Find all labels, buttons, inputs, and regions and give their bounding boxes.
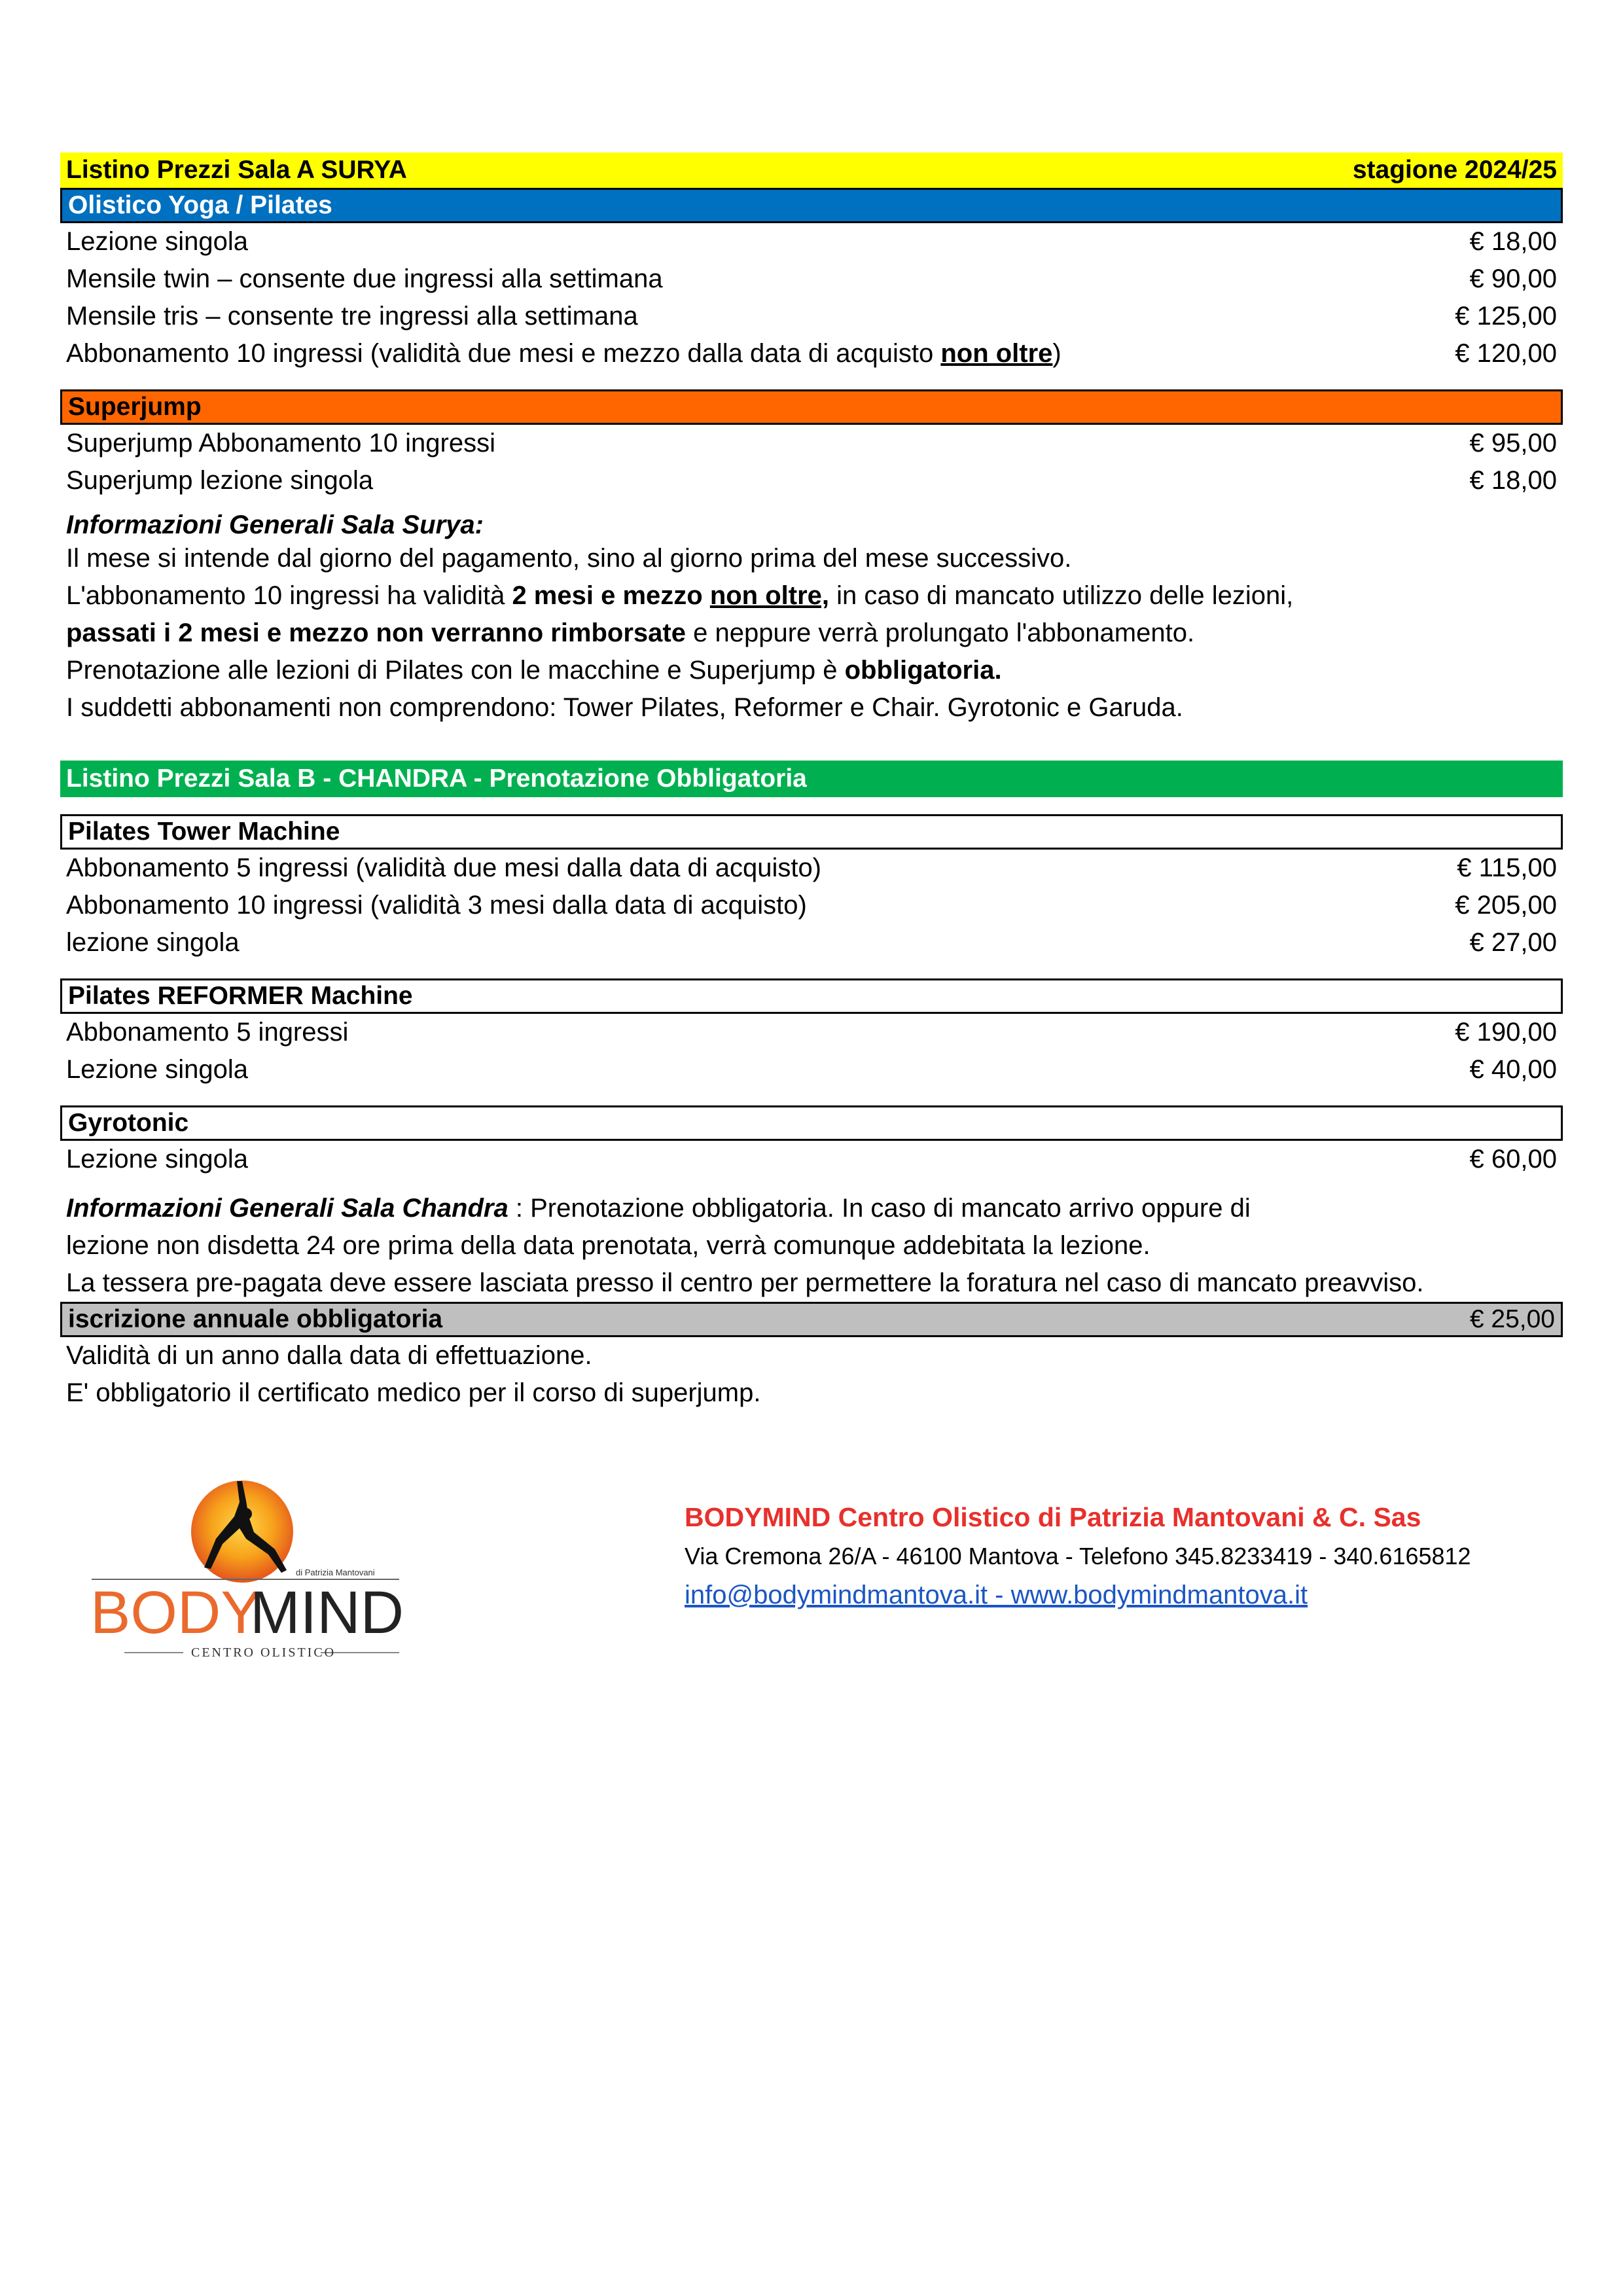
row-price: € 40,00 xyxy=(1469,1055,1557,1084)
info-line: Il mese si intende dal giorno del pagamento, sino al giorno prima del mese successivo. xyxy=(66,544,1072,573)
info-line: E' obbligatorio il certificato medico per il corso di superjump. xyxy=(66,1378,761,1407)
logo-tagline: CENTRO OLISTICO xyxy=(191,1645,336,1660)
info-line xyxy=(66,1190,1557,1227)
row-label: Abbonamento 5 ingressi xyxy=(66,1018,349,1047)
info-text: in caso di mancato utilizzo delle lezioni, xyxy=(829,581,1294,610)
reformer-header xyxy=(60,978,1563,1014)
season-label: stagione 2024/25 xyxy=(1352,156,1557,184)
registration-notes xyxy=(60,1337,1563,1412)
superjump-header xyxy=(60,389,1563,425)
info-underline: non oltre, xyxy=(709,581,830,610)
info-line: La tessera pre-pagata deve essere lasciata presso il centro per permettere la foratura nel caso di mancato preavviso. xyxy=(66,1268,1424,1297)
row-label: Mensile tris – consente tre ingressi alla settimana xyxy=(66,302,638,331)
price-row xyxy=(60,425,1563,462)
superjump-title: Superjump xyxy=(68,393,202,421)
gyrotonic-title: Gyrotonic xyxy=(68,1109,189,1137)
price-row xyxy=(60,335,1563,372)
row-label-close: ) xyxy=(1052,339,1061,368)
info-line: I suddetti abbonamenti non comprendono: Tower Pilates, Reformer e Chair. Gyrotonic e Garuda. xyxy=(66,693,1183,722)
info-line: Validità di un anno dalla data di effettuazione. xyxy=(66,1341,592,1370)
row-label: Abbonamento 10 ingressi (validità 3 mesi dalla data di acquisto) xyxy=(66,891,807,920)
row-label: lezione singola xyxy=(66,928,240,957)
info-bold: 2 mesi e mezzo xyxy=(512,581,710,610)
price-row xyxy=(60,462,1563,499)
price-sheet xyxy=(60,152,1563,1412)
sala-surya-info-text xyxy=(60,540,1563,726)
sala-chandra-info xyxy=(60,1190,1563,1302)
price-row xyxy=(60,260,1563,298)
row-price: € 60,00 xyxy=(1469,1145,1557,1174)
registration-label: iscrizione annuale obbligatoria xyxy=(68,1305,443,1333)
row-label: Superjump lezione singola xyxy=(66,466,374,495)
company-name: BODYMIND Centro Olistico di Patrizia Mantovani & C. Sas xyxy=(685,1502,1421,1532)
price-row xyxy=(60,924,1563,961)
bodymind-logo xyxy=(85,1476,412,1666)
price-row xyxy=(60,298,1563,335)
info-text: : Prenotazione obbligatoria. In caso di mancato arrivo oppure di xyxy=(508,1194,1251,1223)
row-label-emphasis: non oltre xyxy=(940,339,1053,368)
price-row xyxy=(60,1051,1563,1088)
row-label: Lezione singola xyxy=(66,1145,248,1174)
sala-b-title: Listino Prezzi Sala B - CHANDRA - Prenotazione Obbligatoria xyxy=(66,764,807,793)
price-row xyxy=(60,1014,1563,1051)
company-address: Via Cremona 26/A - 46100 Mantova - Telefono 345.8233419 - 340.6165812 xyxy=(685,1543,1471,1570)
logo-byline: di Patrizia Mantovani xyxy=(296,1568,375,1577)
price-row xyxy=(60,1141,1563,1178)
info-line xyxy=(66,577,1557,615)
row-label: Lezione singola xyxy=(66,227,248,256)
info-text: Prenotazione alle lezioni di Pilates con le macchine e Superjump è xyxy=(66,656,845,685)
logo-brand-body: BODY xyxy=(90,1579,261,1646)
row-price: € 120,00 xyxy=(1455,339,1557,368)
registration-bar xyxy=(60,1302,1563,1337)
info-line xyxy=(66,652,1557,689)
row-price: € 18,00 xyxy=(1469,227,1557,256)
sala-b-title-bar xyxy=(60,761,1563,797)
info-text: L'abbonamento 10 ingressi ha validità xyxy=(66,581,512,610)
row-label: Superjump Abbonamento 10 ingressi xyxy=(66,429,495,457)
yoga-pilates-header xyxy=(60,188,1563,223)
contact-block xyxy=(685,1502,1548,1610)
logo-brand-mind: MIND xyxy=(250,1579,404,1646)
info-bold: passati i 2 mesi e mezzo non verranno rimborsate xyxy=(66,619,686,647)
price-row xyxy=(60,887,1563,924)
yoga-figure-icon xyxy=(85,1476,412,1666)
info-line xyxy=(66,615,1557,652)
registration-price: € 25,00 xyxy=(1469,1305,1555,1333)
info-text: e neppure verrà prolungato l'abbonamento. xyxy=(686,619,1195,647)
contact-links[interactable]: info@bodymindmantova.it - www.bodymindmantova.it xyxy=(685,1581,1308,1609)
row-price: € 95,00 xyxy=(1469,429,1557,457)
yoga-pilates-title: Olistico Yoga / Pilates xyxy=(68,191,332,219)
row-price: € 18,00 xyxy=(1469,466,1557,495)
tower-title: Pilates Tower Machine xyxy=(68,817,340,846)
price-row xyxy=(60,850,1563,887)
reformer-title: Pilates REFORMER Machine xyxy=(68,982,413,1010)
row-price: € 205,00 xyxy=(1455,891,1557,920)
row-label: Lezione singola xyxy=(66,1055,248,1084)
sala-chandra-info-title: Informazioni Generali Sala Chandra xyxy=(66,1194,508,1223)
row-price: € 125,00 xyxy=(1455,302,1557,331)
row-price: € 27,00 xyxy=(1469,928,1557,957)
row-label-text: Abbonamento 10 ingressi (validità due mesi e mezzo dalla data di acquisto xyxy=(66,339,941,368)
info-bold: obbligatoria. xyxy=(844,656,1002,685)
row-label xyxy=(66,339,1061,368)
sala-a-title-bar xyxy=(60,152,1563,188)
info-line: lezione non disdetta 24 ore prima della data prenotata, verrà comunque addebitata la lezione. xyxy=(66,1231,1150,1260)
gyrotonic-header xyxy=(60,1105,1563,1141)
row-price: € 90,00 xyxy=(1469,264,1557,293)
row-price: € 190,00 xyxy=(1455,1018,1557,1047)
sala-a-title: Listino Prezzi Sala A SURYA xyxy=(66,156,407,184)
tower-header xyxy=(60,814,1563,850)
row-label: Abbonamento 5 ingressi (validità due mesi dalla data di acquisto) xyxy=(66,853,822,882)
sala-surya-info-title: Informazioni Generali Sala Surya: xyxy=(66,511,484,539)
price-row xyxy=(60,223,1563,260)
row-label: Mensile twin – consente due ingressi alla settimana xyxy=(66,264,663,293)
row-price: € 115,00 xyxy=(1457,853,1557,882)
